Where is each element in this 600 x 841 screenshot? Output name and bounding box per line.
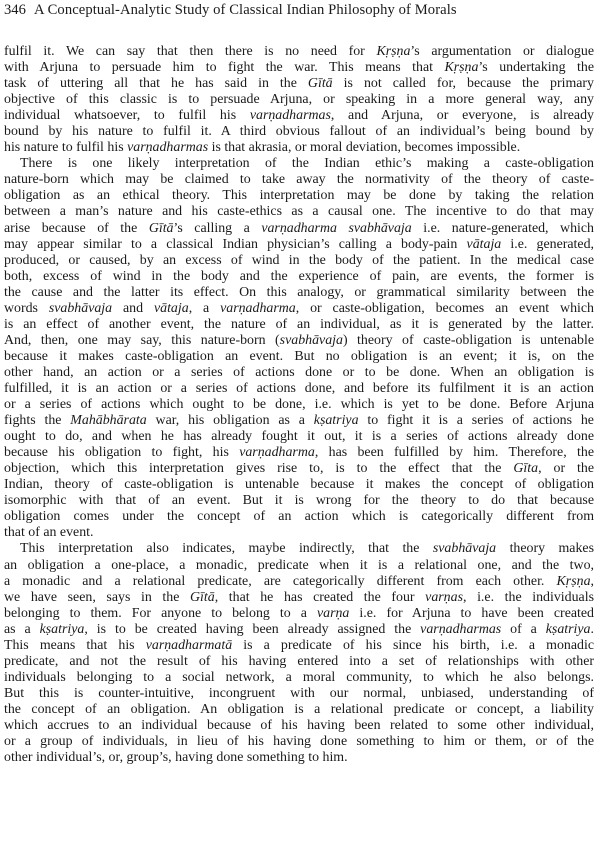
text-line: as a kṣatriya, is to be created having been already assigned the varṇadharmas of a kṣatriya. <box>4 621 594 637</box>
body-text <box>4 44 594 766</box>
text-line: an obligation a one-place, a monadic, predicate when it is a relational one, and the two, <box>4 557 594 573</box>
text-line: fulfil it. We can say that then there is no need for Kṛṣṇa’s argumentation or dialogue <box>4 44 594 59</box>
text-line: the concept of an obligation. An obligation is a relational predicate or concept, a liability <box>4 701 594 717</box>
text-line: isomorphic with that of an event. But it is wrong for the theory to do that because <box>4 493 594 509</box>
text-line: individual whatsoever, to fulfil his varṇadharmas, and Arjuna, or everyone, is already <box>4 108 594 124</box>
text-line: may appear similar to a classical Indian physician’s calling a body-pain vātaja i.e. generated, <box>4 236 594 252</box>
text-line: fulfilled, it is an action or a series of actions done, and before its fulfilment it is an action <box>4 380 594 396</box>
page-number: 346 <box>4 2 26 18</box>
text-line: produced, or caused, by an excess of wind in the body of the patient. In the medical case <box>4 252 594 268</box>
text-line: or a series of actions which ought to be done, i.e. which is yet to be done. Before Arjuna <box>4 397 594 413</box>
text-line: arise because of the Gītā’s calling a varṇadharma svabhāvaja i.e. nature-generated, which <box>4 220 594 236</box>
text-line: that of an event. <box>4 525 94 541</box>
running-head <box>4 2 594 19</box>
text-line: This interpretation also indicates, maybe indirectly, that the svabhāvaja theory makes <box>20 541 594 557</box>
book-title: A Conceptual-Analytic Study of Classical Indian Philosophy of Morals <box>34 2 457 18</box>
book-page <box>4 0 596 841</box>
text-line: between a man’s nature and his caste-ethics as a causal one. The incentive to do that may <box>4 204 594 220</box>
paragraph <box>4 156 594 541</box>
text-line: And, then, one may say, this nature-born (svabhāvaja) theory of caste-obligation is untenable <box>4 332 594 348</box>
text-line: which accrues to an individual because of his having been related to some other individual, <box>4 717 594 733</box>
text-line: or a group of individuals, in lieu of his having done something to him or them, or of the <box>4 734 594 750</box>
text-line: obligation comes under the concept of an action which is categorically different from <box>4 509 594 525</box>
paragraph <box>4 44 594 156</box>
text-line: a monadic and a relational predicate, are categorically different from each other. Kṛṣṇa, <box>4 573 594 589</box>
text-line: obligation as an ethical theory. This interpretation may be done by taking the relation <box>4 188 594 204</box>
text-line: because his obligation to fight, his varṇadharma, has been fulfilled by him. Therefore, the <box>4 445 594 461</box>
text-line: Indian, theory of caste-obligation is untenable because it makes the concept of obligation <box>4 477 594 493</box>
text-line: we have seen, says in the Gītā, that he has created the four varṇas, i.e. the individuals <box>4 589 594 605</box>
text-line: There is one likely interpretation of the Indian ethic’s making a caste-obligation <box>20 156 594 172</box>
text-line: is an effect of another event, the nature of an individual, as it is generated by the latter. <box>4 316 594 332</box>
text-line: with Arjuna to persuade him to fight the war. This means that Kṛṣṇa’s undertaking the <box>4 60 594 76</box>
text-line: objective of this classic is to persuade Arjuna, or speaking in a more general way, any <box>4 92 594 108</box>
text-line: because it makes caste-obligation an event. But no obligation is an event; it is, on the <box>4 348 594 364</box>
text-line: words svabhāvaja and vātaja, a varṇadharma, or caste-obligation, becomes an event which <box>4 300 594 316</box>
text-line: ought to do, and when he has already fought it out, it is a series of actions already done <box>4 429 594 445</box>
text-line: objection, which this interpretation gives rise to, is to the effect that the Gīta, or the <box>4 461 594 477</box>
text-line: other individual’s, or, group’s, having done something to him. <box>4 750 348 766</box>
text-line: task of uttering all that he has said in the Gītā is not called for, because the primary <box>4 76 594 92</box>
text-line: fights the Mahābhārata war, his obligation as a kṣatriya to fight it is a series of actions he <box>4 413 594 429</box>
text-line: This means that his varṇadharmatā is a predicate of his since his birth, i.e. a monadic <box>4 637 594 653</box>
text-line: nature-born which may be claimed to take away the normativity of the theory of caste- <box>4 172 594 188</box>
paragraph <box>4 541 594 766</box>
text-line: both, excess of wind in the body and the experience of pain, are events, the former is <box>4 268 594 284</box>
text-line: his nature to fulfil his varṇadharmas is that akrasia, or moral deviation, becomes impossible. <box>4 140 521 156</box>
text-line: the cause and the latter its effect. On this analogy, or grammatical similarity between the <box>4 284 594 300</box>
text-line: predicate, and not the result of his having entered into a set of relationships with other <box>4 653 594 669</box>
text-line: bound by his nature to fulfil it. A third obvious fallout of an individual’s being bound by <box>4 124 594 140</box>
text-line: individuals belonging to a social network, a moral community, to which he also belongs. <box>4 669 594 685</box>
text-line: But this is counter-intuitive, incongruent with our normal, unbiased, understanding of <box>4 685 594 701</box>
text-line: other hand, an action or a series of actions done or to be done. When an obligation is <box>4 364 594 380</box>
text-line: belonging to them. For anyone to belong to a varṇa i.e. for Arjuna to have been created <box>4 605 594 621</box>
